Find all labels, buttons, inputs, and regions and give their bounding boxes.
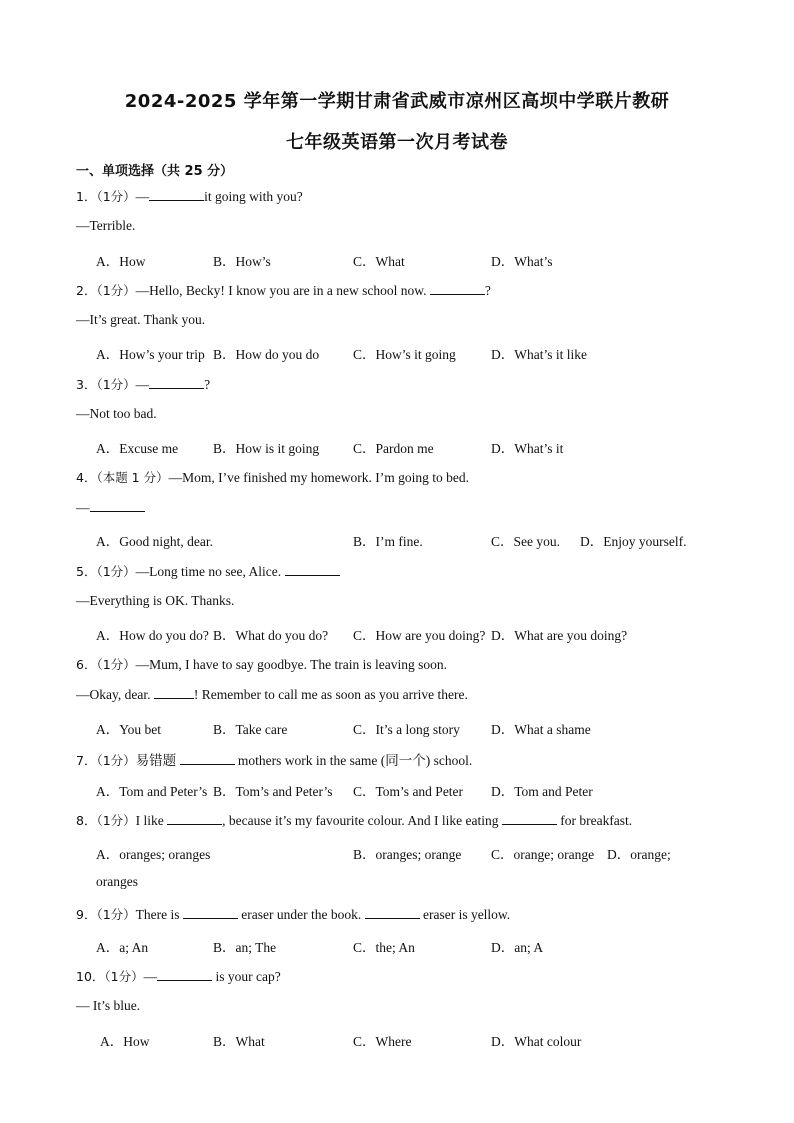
- question-3-option-a[interactable]: A．Excuse me: [96, 441, 179, 456]
- question-2-option-a[interactable]: A．How’s your trip: [96, 347, 205, 362]
- question-4-answer: —: [76, 499, 145, 516]
- question-10-option-a[interactable]: A．How: [100, 1034, 150, 1049]
- question-6-option-b[interactable]: B．Take care: [213, 722, 288, 737]
- question-10-answer: — It’s blue.: [76, 998, 141, 1013]
- question-3-option-d[interactable]: D．What’s it: [491, 441, 564, 456]
- answer-blank[interactable]: [365, 906, 420, 919]
- question-6-option-a[interactable]: A．You bet: [96, 722, 162, 737]
- answer-blank[interactable]: [154, 686, 194, 699]
- question-2-option-d[interactable]: D．What’s it like: [491, 347, 587, 362]
- question-9-option-c[interactable]: C．the; An: [353, 940, 415, 955]
- question-3-answer: —Not too bad.: [76, 406, 157, 421]
- question-2-option-b[interactable]: B．How do you do: [213, 347, 320, 362]
- answer-blank[interactable]: [285, 563, 340, 576]
- question-9-option-b[interactable]: B．an; The: [213, 940, 277, 955]
- question-8-option-d-wrap: oranges: [96, 874, 138, 889]
- question-10-option-b[interactable]: B．What: [213, 1034, 265, 1049]
- question-3-option-b[interactable]: B．How is it going: [213, 441, 320, 456]
- question-6-option-d[interactable]: D．What a shame: [491, 722, 591, 737]
- question-6-option-c[interactable]: C．It’s a long story: [353, 722, 460, 737]
- question-8-option-d[interactable]: D．orange;: [607, 847, 671, 862]
- question-8-stem: 8．（1分）I like , because it’s my favourite colour. And I like eating for breakfast.: [76, 813, 633, 828]
- question-10-stem: 10．（1分）— is your cap?: [76, 969, 281, 984]
- question-2-stem: 2．（1分）—Hello, Becky! I know you are in a new school now. ?: [76, 283, 491, 298]
- question-2-answer: —It’s great. Thank you.: [76, 312, 206, 327]
- question-1-stem: 1．（1分）— it going with you?: [76, 189, 303, 204]
- question-1-answer: —Terrible.: [76, 218, 136, 233]
- question-8-option-c[interactable]: C．orange; orange: [491, 847, 595, 862]
- question-7-option-d[interactable]: D．Tom and Peter: [491, 784, 593, 799]
- question-5-answer: —Everything is OK. Thanks.: [76, 593, 235, 608]
- question-6-stem: 6．（1分）—Mum, I have to say goodbye. The train is leaving soon.: [76, 657, 447, 672]
- question-8-option-b[interactable]: B．oranges; orange: [353, 847, 462, 862]
- question-10-option-c[interactable]: C．Where: [353, 1034, 412, 1049]
- answer-blank[interactable]: [430, 282, 485, 295]
- answer-blank[interactable]: [183, 906, 238, 919]
- question-10-option-d[interactable]: D．What colour: [491, 1034, 582, 1049]
- question-3-stem: 3．（1分）— ?: [76, 377, 211, 392]
- question-2-option-c[interactable]: C．How’s it going: [353, 347, 456, 362]
- question-6-answer: —Okay, dear. ! Remember to call me as soon as you arrive there.: [76, 687, 468, 702]
- question-1-option-c[interactable]: C．What: [353, 254, 405, 269]
- question-1-option-a[interactable]: A．How: [96, 254, 146, 269]
- exam-title-line2: 七年级英语第一次月考试卷: [286, 132, 508, 153]
- question-5-option-b[interactable]: B．What do you do?: [213, 628, 329, 643]
- question-1-option-d[interactable]: D．What’s: [491, 254, 553, 269]
- answer-blank[interactable]: [167, 812, 222, 825]
- question-8-option-a[interactable]: A．oranges; oranges: [96, 847, 211, 862]
- question-7-option-a[interactable]: A．Tom and Peter’s: [96, 784, 208, 799]
- exam-title-line1: 2024-2025 学年第一学期甘肃省武威市凉州区高坝中学联片教研: [124, 91, 670, 112]
- question-5-option-a[interactable]: A．How do you do?: [96, 628, 209, 643]
- question-9-option-a[interactable]: A．a; An: [96, 940, 149, 955]
- question-5-option-c[interactable]: C．How are you doing?: [353, 628, 486, 643]
- question-7-stem: 7．（1分）易错题 mothers work in the same (同一个) school.: [76, 753, 473, 768]
- question-5-stem: 5．（1分）—Long time no see, Alice.: [76, 562, 340, 580]
- question-9-option-d[interactable]: D．an; A: [491, 940, 544, 955]
- question-5-option-d[interactable]: D．What are you doing?: [491, 628, 628, 643]
- question-1-option-b[interactable]: B．How’s: [213, 254, 271, 269]
- answer-blank[interactable]: [502, 812, 557, 825]
- question-4-option-a[interactable]: A．Good night, dear.: [96, 534, 213, 549]
- question-7-option-c[interactable]: C．Tom’s and Peter: [353, 784, 464, 799]
- answer-blank[interactable]: [180, 752, 235, 765]
- question-4-option-d[interactable]: D．Enjoy yourself.: [580, 534, 687, 549]
- question-4-option-c[interactable]: C．See you.: [491, 534, 560, 549]
- question-4-stem: 4．（本题 1 分）—Mom, I’ve finished my homework. I’m going to bed.: [76, 470, 469, 485]
- answer-blank[interactable]: [90, 499, 145, 512]
- answer-blank[interactable]: [149, 376, 204, 389]
- question-9-stem: 9．（1分）There is eraser under the book. eraser is yellow.: [76, 907, 511, 922]
- answer-blank[interactable]: [149, 188, 204, 201]
- section-heading: 一、单项选择（共 25 分）: [76, 164, 234, 179]
- question-4-option-b[interactable]: B．I’m fine.: [353, 534, 423, 549]
- question-7-option-b[interactable]: B．Tom’s and Peter’s: [213, 784, 333, 799]
- answer-blank[interactable]: [157, 968, 212, 981]
- question-3-option-c[interactable]: C．Pardon me: [353, 441, 434, 456]
